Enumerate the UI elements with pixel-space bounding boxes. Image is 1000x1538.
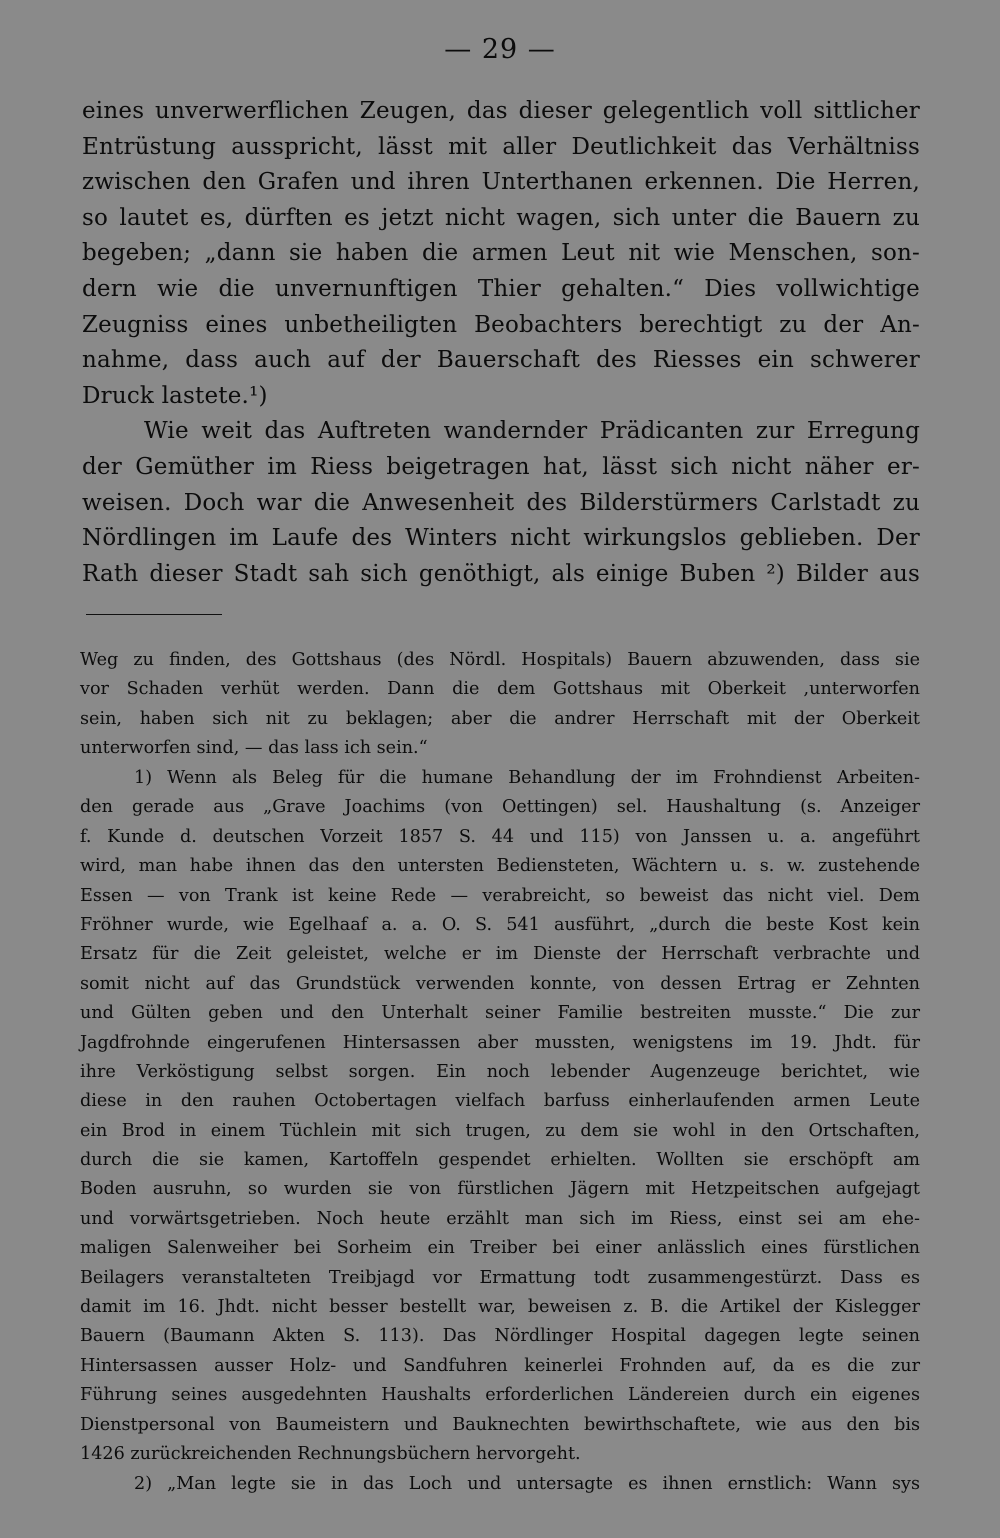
footnote-line: Beilagers veranstalteten Treibjagd vor Ermattung todt zusammengestürzt. Dass es: [80, 1267, 920, 1288]
footnote-line: vor Schaden verhüt werden. Dann die dem Gottshaus mit Oberkeit ,unterworfen: [80, 679, 920, 700]
body-line: zwischen den Grafen und ihren Unterthanen erkennen. Die Herren,: [82, 169, 920, 196]
body-line: eines unverwerflichen Zeugen, das dieser gelegentlich voll sittlicher: [82, 98, 920, 124]
footnote-2: [80, 1470, 920, 1499]
footnote-line: 1426 zurückreichenden Rechnungsbüchern hervorgeht.: [80, 1443, 581, 1464]
footnote-line: Hintersassen ausser Holz- und Sandfuhren keinerlei Frohnden auf, da es die zur: [80, 1355, 920, 1376]
footnote-line: 2) „Man legte sie in das Loch und untersagte es ihnen ernstlich: Wann sys: [134, 1474, 920, 1494]
footnote-line: sein, haben sich nit zu beklagen; aber die andrer Herrschaft mit der Oberkeit: [80, 708, 920, 729]
body-line: nahme, dass auch auf der Bauerschaft des Riesses ein schwerer: [82, 347, 920, 374]
footnote-line: Essen — von Trank ist keine Rede — verabreicht, so beweist das nicht viel. Dem: [80, 885, 920, 906]
footnote-line: Boden ausruhn, so wurden sie von fürstlichen Jägern mit Hetzpeitschen aufgejagt: [80, 1179, 920, 1200]
body-line: der Gemüther im Riess beigetragen hat, lässt sich nicht näher er-: [82, 453, 920, 480]
footnote-line: und vorwärtsgetrieben. Noch heute erzählt man sich im Riess, einst sei am ehe-: [80, 1208, 920, 1229]
footnote-line: durch die sie kamen, Kartoffeln gespendet erhielten. Wollten sie erschöpft am: [80, 1150, 920, 1171]
body-line: dern wie die unvernunftigen Thier gehalten.“ Dies vollwichtige: [82, 275, 920, 302]
footnote-line: Bauern (Baumann Akten S. 113). Das Nördlinger Hospital dagegen legte seinen: [80, 1326, 920, 1347]
footnote-line: Ersatz für die Zeit geleistet, welche er im Dienste der Herrschaft verbrachte und: [80, 944, 920, 965]
main-text: [82, 94, 920, 592]
footnote-1: [80, 764, 920, 1469]
footnote-line: 1) Wenn als Beleg für die humane Behandlung der im Frohndienst Arbeiten-: [134, 768, 920, 788]
body-line: Wie weit das Auftreten wandernder Prädicanten zur Erregung: [144, 418, 920, 445]
footnote-continuation: [80, 646, 920, 764]
footnote-line: Fröhner wurde, wie Egelhaaf a. a. O. S. 541 ausführt, „durch die beste Kost kein: [80, 914, 920, 935]
body-line: Rath dieser Stadt sah sich genöthigt, als einige Buben ²) Bilder aus: [82, 560, 920, 587]
footnote-line: wird, man habe ihnen das den untersten Bediensteten, Wächtern u. s. w. zustehende: [80, 856, 920, 877]
footnote-line: unterworfen sind, — das lass ich sein.“: [80, 738, 428, 759]
body-line: Nördlingen im Laufe des Winters nicht wirkungslos geblieben. Der: [82, 525, 920, 552]
body-line: Druck lastete.¹): [82, 382, 268, 409]
footnote-line: Jagdfrohnde eingerufenen Hintersassen aber mussten, wenigstens im 19. Jhdt. für: [80, 1032, 920, 1053]
footnote-line: Dienstpersonal von Baumeistern und Bauknechten bewirthschaftete, wie aus den bis: [80, 1414, 920, 1435]
footnote-line: f. Kunde d. deutschen Vorzeit 1857 S. 44 und 115) von Janssen u. a. angeführt: [80, 826, 920, 847]
footnote-line: diese in den rauhen Octobertagen vielfach barfuss einherlaufenden armen Leute: [80, 1091, 920, 1112]
footnote-line: damit im 16. Jhdt. nicht besser bestellt war, beweisen z. B. die Artikel der Kislegger: [80, 1297, 920, 1318]
body-line: Zeugniss eines unbetheiligten Beobachters berechtigt zu der An-: [82, 311, 920, 338]
footnote-line: und Gülten geben und den Unterhalt seiner Familie bestreiten musste.“ Die zur: [80, 1003, 920, 1024]
footnote-line: ein Brod in einem Tüchlein mit sich trugen, zu dem sie wohl in den Ortschaften,: [80, 1120, 920, 1141]
footnote-separator: [86, 614, 222, 615]
body-line: weisen. Doch war die Anwesenheit des Bilderstürmers Carlstadt zu: [82, 489, 920, 516]
page-number: — 29 —: [444, 34, 556, 65]
footnote-line: ihre Verköstigung selbst sorgen. Ein noch lebender Augenzeuge berichtet, wie: [80, 1061, 920, 1082]
body-line: Entrüstung ausspricht, lässt mit aller Deutlichkeit das Verhältniss: [82, 133, 920, 160]
footnote-line: somit nicht auf das Grundstück verwenden konnte, von dessen Ertrag er Zehnten: [80, 973, 920, 994]
footnote-line: Weg zu finden, des Gottshaus (des Nördl. Hospitals) Bauern abzuwenden, dass sie: [80, 650, 920, 670]
body-line: so lautet es, dürften es jetzt nicht wagen, sich unter die Bauern zu: [82, 204, 920, 231]
footnote-line: den gerade aus „Grave Joachims (von Oettingen) sel. Haushaltung (s. Anzeiger: [80, 797, 920, 818]
footnote-line: maligen Salenweiher bei Sorheim ein Treiber bei einer anlässlich eines fürstlichen: [80, 1238, 920, 1259]
body-line: begeben; „dann sie haben die armen Leut nit wie Menschen, son-: [82, 240, 920, 267]
footnote-line: Führung seines ausgedehnten Haushalts erforderlichen Ländereien durch ein eigenes: [80, 1385, 920, 1406]
